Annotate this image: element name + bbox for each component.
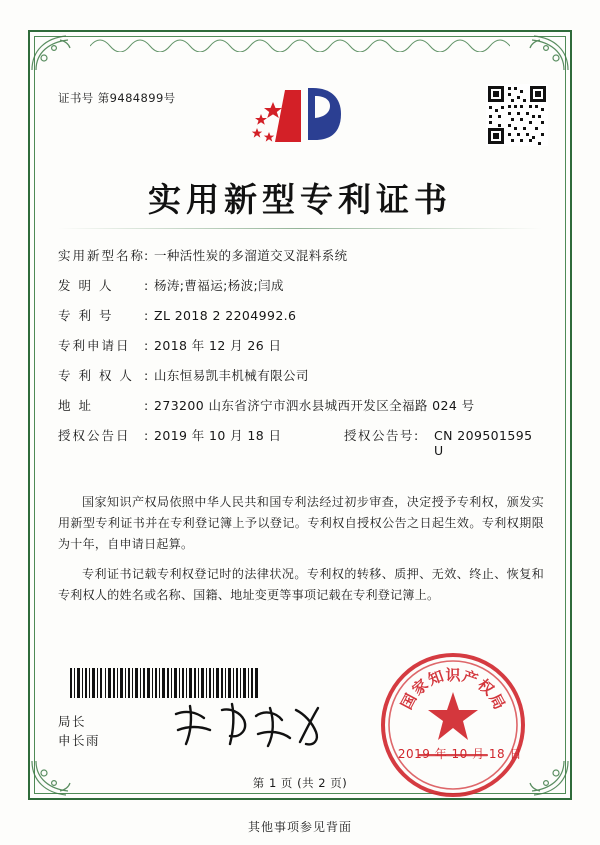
ornament-band bbox=[90, 32, 510, 52]
field-label: 授权公告日 bbox=[58, 428, 131, 443]
field-colon: : bbox=[414, 428, 419, 443]
svg-text:权: 权 bbox=[474, 675, 498, 699]
paragraph: 专利证书记载专利权登记时的法律状况。专利权的转移、质押、无效、终止、恢复和专利权人的姓名或名称、国籍、地址变更等事项记载在专利登记簿上。 bbox=[58, 567, 544, 602]
handwritten-signature-icon bbox=[170, 700, 330, 752]
title-divider bbox=[58, 228, 542, 229]
patent-office-logo bbox=[245, 84, 355, 150]
field-value: 2019 年 10 月 18 日 bbox=[154, 428, 282, 443]
seal-date: 2019 年 10 月 18 日 bbox=[397, 747, 522, 761]
bottom-note: 其他事项参见背面 bbox=[247, 820, 352, 834]
field-colon: : bbox=[144, 368, 149, 383]
field-value: ZL 2018 2 2204992.6 bbox=[154, 308, 297, 323]
signature-title-line1: 局长 bbox=[58, 714, 87, 729]
field-label: 专 利 权 人 bbox=[58, 368, 134, 383]
signature-title bbox=[58, 712, 100, 750]
field-colon: : bbox=[144, 338, 149, 353]
barcode bbox=[70, 668, 260, 698]
field-colon: : bbox=[144, 248, 149, 263]
legal-text-block bbox=[58, 492, 544, 615]
qr-code-icon bbox=[486, 84, 548, 146]
field-colon: : bbox=[144, 278, 149, 293]
field-row-grant bbox=[58, 426, 544, 458]
svg-text:知: 知 bbox=[425, 666, 447, 690]
field-value: 山东恒易凯丰机械有限公司 bbox=[154, 368, 309, 383]
field-value: 2018 年 12 月 26 日 bbox=[154, 338, 282, 353]
certificate-number: 证书号 第9484899号 bbox=[58, 91, 176, 105]
field-label-grant-number: 授权公告号 bbox=[344, 428, 415, 443]
field-value: 一种活性炭的多溜道交叉混料系统 bbox=[154, 248, 348, 263]
field-list bbox=[58, 246, 544, 458]
field-row-application-date bbox=[58, 336, 544, 366]
field-row-patentee bbox=[58, 366, 544, 396]
field-colon: : bbox=[144, 398, 149, 413]
field-colon: : bbox=[144, 428, 149, 443]
corner-ornament-icon bbox=[30, 32, 88, 72]
page-title: 实用新型专利证书 bbox=[148, 180, 452, 219]
svg-text:局: 局 bbox=[485, 690, 509, 713]
field-label: 专 利 号 bbox=[58, 308, 114, 323]
svg-text:产: 产 bbox=[459, 666, 481, 690]
corner-ornament-icon bbox=[512, 32, 570, 72]
field-row-address bbox=[58, 396, 544, 426]
field-label: 发 明 人 bbox=[58, 278, 114, 293]
field-label: 地 址 bbox=[58, 398, 93, 413]
field-row-name bbox=[58, 246, 544, 276]
field-value-grant-number: CN 209501595 U bbox=[434, 428, 533, 458]
field-colon: : bbox=[144, 308, 149, 323]
signature-title-line2: 申长雨 bbox=[58, 733, 101, 748]
svg-text:国: 国 bbox=[397, 690, 421, 713]
field-row-inventors bbox=[58, 276, 544, 306]
field-row-patent-number bbox=[58, 306, 544, 336]
svg-text:识: 识 bbox=[445, 666, 461, 684]
field-label: 实用新型名称 bbox=[58, 248, 146, 263]
svg-text:家: 家 bbox=[408, 675, 432, 699]
field-value: 杨涛;曹福运;杨波;闫成 bbox=[154, 278, 284, 293]
field-value: 273200 山东省济宁市泗水县城西开发区全福路 024 号 bbox=[154, 398, 475, 413]
paragraph: 国家知识产权局依照中华人民共和国专利法经过初步审查，决定授予专利权，颁发实用新型专利证书并在专利登记簿上予以登记。专利权自授权公告之日起生效。专利权期限为十年，自申请日起算。 bbox=[58, 495, 544, 551]
page-indicator: 第 1 页 (共 2 页) bbox=[252, 776, 348, 790]
field-label: 专利申请日 bbox=[58, 338, 131, 353]
